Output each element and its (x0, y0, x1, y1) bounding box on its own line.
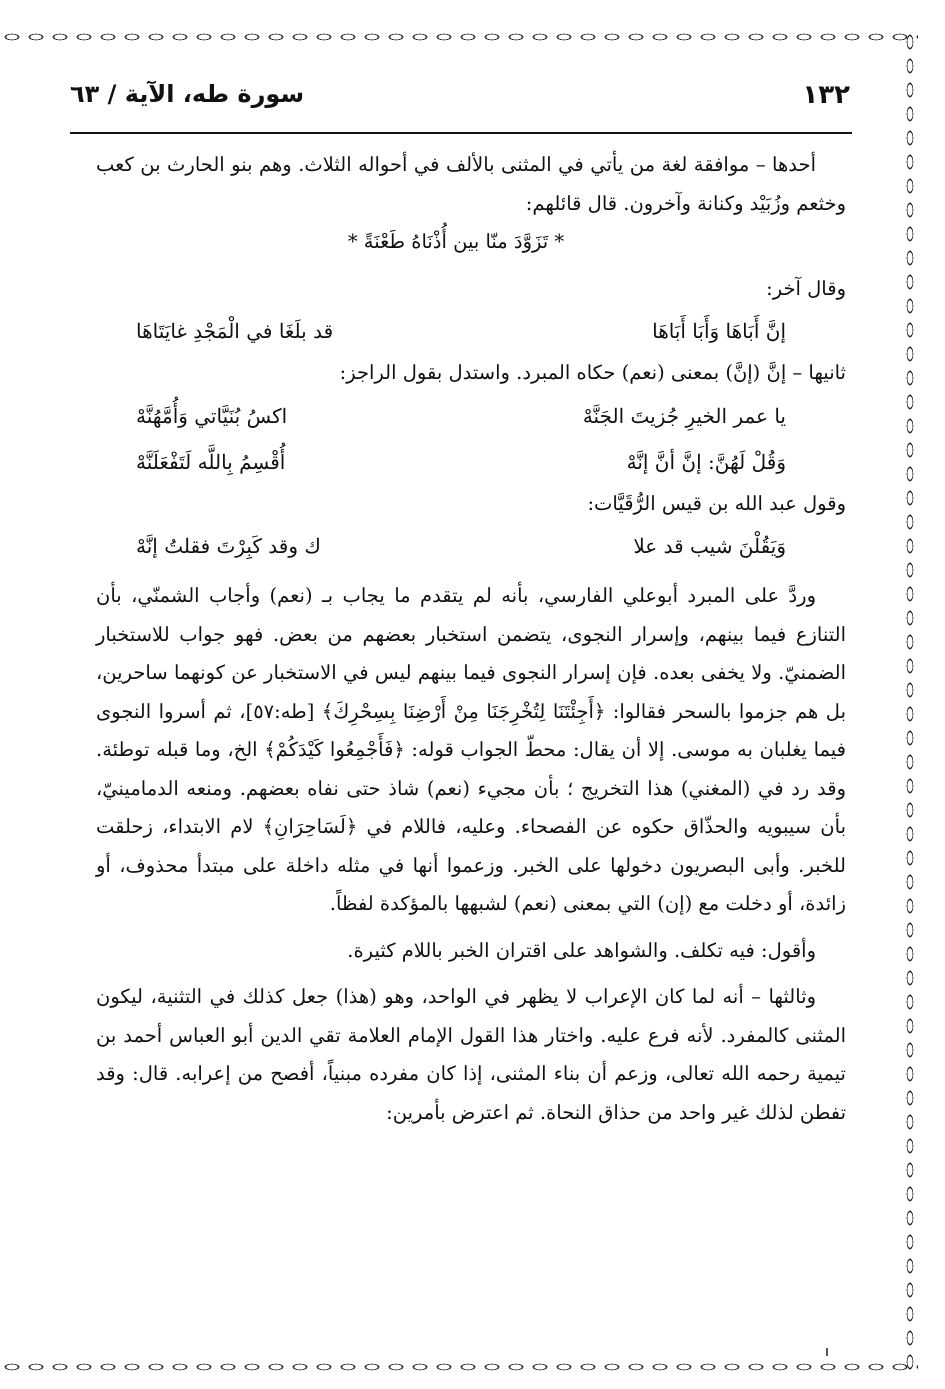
verse-three-line-one-second: اكسُ بُنَيَّاتي وَأُمَّهُنَّهْ (136, 403, 288, 428)
paragraph-abdullah-quote: وقول عبد الله بن قيس الرُّقَيَّات: (587, 491, 846, 515)
verse-two-first-hemistich: إنَّ أَبَاهَا وَأَبَا أَبَاهَا (652, 319, 786, 343)
verse-three-line-two-first: وَقُلْ لَهُنَّ: إنَّ أنَّ إنَّهْ (626, 449, 786, 474)
verse-three-line-one-first: يا عمر الخيرِ جُزيتَ الجَنَّهْ (582, 403, 786, 428)
page-body (96, 146, 846, 1132)
paragraph-author-comment: وأقول: فيه تكلف. والشواهد على اقتران الخبر باللام كثيرة. (347, 938, 816, 962)
running-title: سورة طه، الآية / ٦٣ (70, 80, 305, 108)
paragraph-another-said: وقال آخر: (766, 276, 846, 300)
paragraph-farisi-response: وردَّ على المبرد أبوعلي الفارسي، بأنه لم يتقدم ما يجاب بـ (نعم) وأجاب الشمنّي، بأن التنازع فيما بينهم، وإسرار النجوى، يتضمن استخبار بعضهم من بعض. فهو جواب للاستخبار الضمنيّ. ولا يخفى بعده. فإن إسرار النجوى فيما بينهم ليس في الاستخبار عن كونهما ساحرين، بل هم جزموا بالسحر فقالوا: ﴿أَجِئْتَنَا لِتُخْرِجَنَا مِنْ أَرْضِنَا بِسِحْرِكَ﴾ [طه:٥٧]، ثم أسروا النجوى فيما يغلبان به موسى. إلا أن يقال: محطّ الجواب قوله: ﴿فَأَجْمِعُوا كَيْدَكُمْ﴾ الخ، وما قبله توطئة. وقد رد في (المغني) هذا التخريج ؛ بأن مجيء (نعم) شاذ حتى نفاه بعضهم. ومنعه الدمامينيّ، بأن سيبويه والحذّاق حكوه عن الفصحاء. وعليه، فاللام في ﴿لَسَاحِرَانِ﴾ لام الابتداء، زحلقت للخبر. وأبى البصريون دخولها على الخبر. وزعموا أنها في مثله داخلة على مبتدأ محذوف، أو زائدة، أو دخلت مع (إن) التي بمعنى (نعم) لشبهها بالمؤكدة لفظاً. (96, 584, 846, 915)
verse-one: * تَزَوَّدَ منّا بين أُذْنَاهُ طَعْنَةً * (347, 230, 565, 253)
decorative-border-right (902, 30, 918, 1374)
verse-three-line-two (96, 439, 846, 485)
page-header (70, 80, 850, 120)
verse-four (96, 523, 846, 569)
verse-three-line-two-second: أُقْسِمُ بِاللَّه لَتَفْعَلَنَّهْ (136, 449, 286, 474)
paragraph-second-opinion: ثانيها – إنَّ (إنَّ) بمعنى (نعم) حكاه المبرد. واستدل بقول الراجز: (339, 361, 846, 384)
print-mark (826, 1348, 828, 1356)
decorative-border-bottom (0, 1360, 918, 1374)
decorative-border-top (0, 30, 918, 44)
verse-two (96, 308, 846, 354)
verse-four-second-hemistich: ك وقد كَبِرْتَ فقلتُ إنَّهْ (136, 534, 321, 558)
paragraph-third-opinion: وثالثها – أنه لما كان الإعراب لا يظهر في الواحد، وهو (هذا) جعل كذلك في التثنية، ليكون المثنى كالمفرد. لأنه فرع عليه. واختار هذا القول الإمام العلامة تقي الدين أبو العباس أحمد بن تيمية رحمه الله تعالى، وزعم أن بناء المثنى، إذا كان مفرده مبنياً، أفصح من إعرابه. قال: وقد تفطن لذلك غير واحد من حذاق النحاة. ثم اعترض بأمرين: (96, 985, 846, 1124)
page-number: ١٣٢ (802, 80, 850, 110)
verse-four-first-hemistich: وَيَقُلْنَ شيب قد علا (633, 534, 786, 558)
verse-three-line-one (96, 393, 846, 439)
paragraph-first-opinion: أحدها – موافقة لغة من يأتي في المثنى بالألف في أحواله الثلاث. وهم بنو الحارث بن كعب وخثعم وزُبَيْد وكنانة وآخرون. قال قائلهم: (96, 153, 846, 215)
verse-two-second-hemistich: قد بلَغَا في الْمَجْدِ غايَتَاهَا (136, 319, 334, 343)
header-rule (70, 132, 852, 134)
